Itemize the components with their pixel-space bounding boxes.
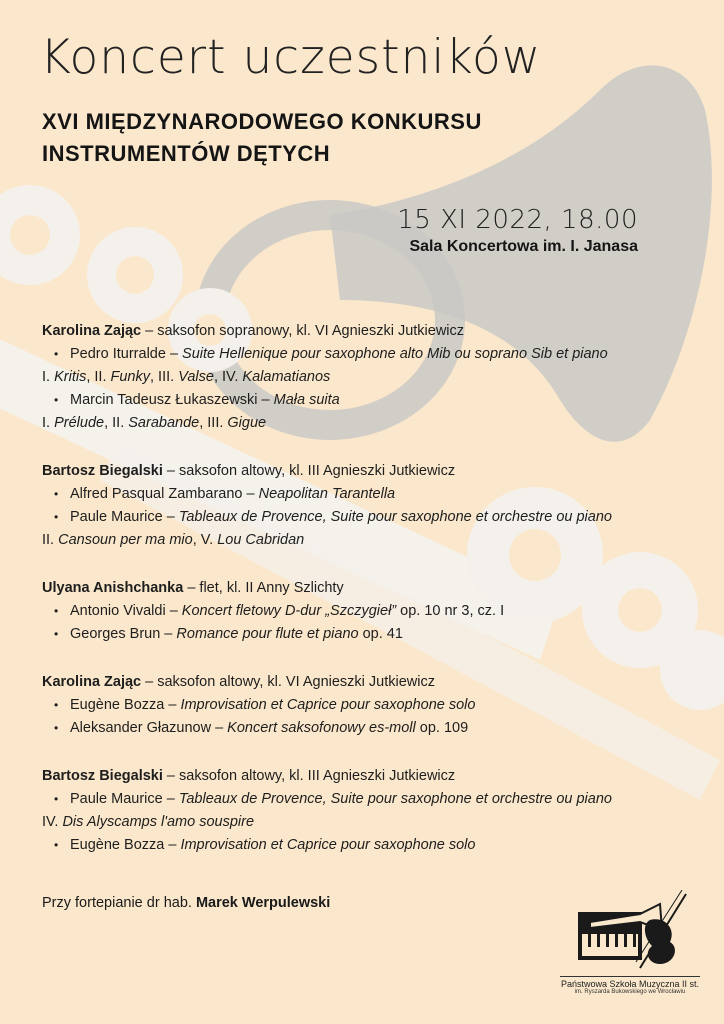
program-item — [42, 717, 682, 740]
work-title: Suite Hellenique pour saxophone alto Mib ou soprano Sib et piano — [182, 346, 608, 362]
composer: Alfred Pasqual Zambarano – — [70, 486, 259, 502]
movement-title: Valse — [178, 369, 214, 385]
movements-line — [42, 366, 682, 389]
composer: Marcin Tadeusz Łukaszewski – — [70, 392, 274, 408]
composer: Georges Brun – — [70, 626, 177, 642]
movement-number: , III. — [199, 415, 228, 431]
work-title: Neapolitan Tarantella — [258, 486, 396, 502]
subtitle-line-1: XVI MIĘDZYNARODOWEGO KONKURSU — [42, 109, 482, 134]
movement-number: , IV. — [213, 369, 243, 385]
movement-number: , II. — [86, 369, 111, 385]
movement-number: IV. — [42, 814, 63, 830]
performer-line — [42, 671, 682, 694]
work-title: Koncert saksofonowy es-moll — [227, 720, 416, 736]
movement-title: Dis Alyscamps l'amo souspire — [62, 814, 255, 830]
performer-details: – flet, kl. II Anny Szlichty — [183, 580, 344, 596]
program-section — [42, 577, 682, 646]
bullet-icon: • — [54, 487, 59, 501]
movements-line — [42, 529, 682, 552]
performer-details: – saksofon sopranowy, kl. VI Agnieszki Jutkiewicz — [141, 323, 465, 339]
movement-title: Kalamatianos — [242, 369, 331, 385]
work-title: Romance pour flute et piano — [176, 626, 359, 642]
movement-title: Funky — [110, 369, 150, 385]
movement-number: I. — [42, 415, 55, 431]
performer-line — [42, 577, 682, 600]
work-title: Improvisation et Caprice pour saxophone solo — [180, 837, 476, 853]
program-section — [42, 671, 682, 740]
movement-number: , III. — [150, 369, 179, 385]
performer-name: Karolina Zając — [42, 674, 142, 690]
program-section — [42, 460, 682, 552]
performer-details: – saksofon altowy, kl. III Agnieszki Jutkiewicz — [162, 463, 456, 479]
composer: Aleksander Głazunow – — [70, 720, 228, 736]
performer-line — [42, 320, 682, 343]
concert-venue: Sala Koncertowa im. I. Janasa — [409, 238, 638, 255]
program-item — [42, 623, 682, 646]
composer: Paule Maurice – — [70, 509, 179, 525]
opus-number: op. 41 — [358, 626, 403, 642]
pianist-name: Marek Werpulewski — [195, 895, 331, 911]
composer: Pedro Iturralde – — [70, 346, 183, 362]
movement-title: Gigue — [227, 415, 267, 431]
composer: Eugène Bozza – — [70, 837, 181, 853]
school-name: Państwowa Szkoła Muzyczna II st. — [560, 976, 700, 989]
opus-number: op. 109 — [415, 720, 469, 736]
program-item — [42, 694, 682, 717]
school-logo-icon — [570, 890, 690, 970]
bullet-icon: • — [54, 721, 59, 735]
opus-number: op. 10 nr 3, cz. I — [396, 603, 505, 619]
program-item — [42, 788, 682, 811]
program-section — [42, 765, 682, 857]
program-item — [42, 343, 682, 366]
bullet-icon: • — [54, 698, 59, 712]
movements-line — [42, 811, 682, 834]
movement-title: Prélude — [54, 415, 105, 431]
concert-date: 15 XI 2022, 18.00 — [397, 205, 638, 235]
performer-line — [42, 765, 682, 788]
performer-name: Bartosz Biegalski — [42, 768, 163, 784]
bullet-icon: • — [54, 510, 59, 524]
program-item — [42, 834, 682, 857]
work-title: Tableaux de Provence, Suite pour saxophone et orchestre ou piano — [178, 791, 612, 807]
performer-details: – saksofon altowy, kl. VI Agnieszki Jutkiewicz — [141, 674, 436, 690]
bullet-icon: • — [54, 838, 59, 852]
movements-line — [42, 412, 682, 435]
subtitle-line-2: INSTRUMENTÓW DĘTYCH — [42, 141, 331, 166]
bullet-icon: • — [54, 347, 59, 361]
performer-line — [42, 460, 682, 483]
program-item — [42, 483, 682, 506]
performer-name: Ulyana Anishchanka — [42, 580, 184, 596]
work-title: Improvisation et Caprice pour saxophone solo — [180, 697, 476, 713]
composer: Eugène Bozza – — [70, 697, 181, 713]
school-patron: im. Ryszarda Bukowskiego we Wrocławiu — [574, 989, 686, 995]
pianist-prefix: Przy fortepianie dr hab. — [42, 895, 196, 911]
movement-number: II. — [42, 532, 59, 548]
concert-title: Koncert uczestników — [40, 30, 542, 85]
movement-number: , II. — [104, 415, 129, 431]
bullet-icon: • — [54, 627, 59, 641]
competition-subtitle — [42, 106, 482, 170]
movement-title: Lou Cabridan — [217, 532, 305, 548]
bullet-icon: • — [54, 604, 59, 618]
performer-name: Karolina Zając — [42, 323, 142, 339]
movement-number: I. — [42, 369, 55, 385]
movement-title: Kritis — [54, 369, 87, 385]
work-title: Koncert fletowy D-dur „Szczygieł” — [181, 603, 397, 619]
program-item — [42, 600, 682, 623]
composer: Antonio Vivaldi – — [70, 603, 182, 619]
program-item — [42, 506, 682, 529]
performer-name: Bartosz Biegalski — [42, 463, 163, 479]
program-section — [42, 320, 682, 435]
school-logo — [560, 890, 700, 995]
bullet-icon: • — [54, 792, 59, 806]
performer-details: – saksofon altowy, kl. III Agnieszki Jutkiewicz — [162, 768, 456, 784]
composer: Paule Maurice – — [70, 791, 179, 807]
movement-number: , V. — [192, 532, 218, 548]
work-title: Mała suita — [273, 392, 340, 408]
work-title: Tableaux de Provence, Suite pour saxophone et orchestre ou piano — [178, 509, 612, 525]
bullet-icon: • — [54, 393, 59, 407]
pianist-credit — [42, 895, 330, 911]
movement-title: Cansoun per ma mio — [58, 532, 193, 548]
movement-title: Sarabande — [128, 415, 200, 431]
program-item — [42, 389, 682, 412]
program-list — [42, 320, 682, 882]
